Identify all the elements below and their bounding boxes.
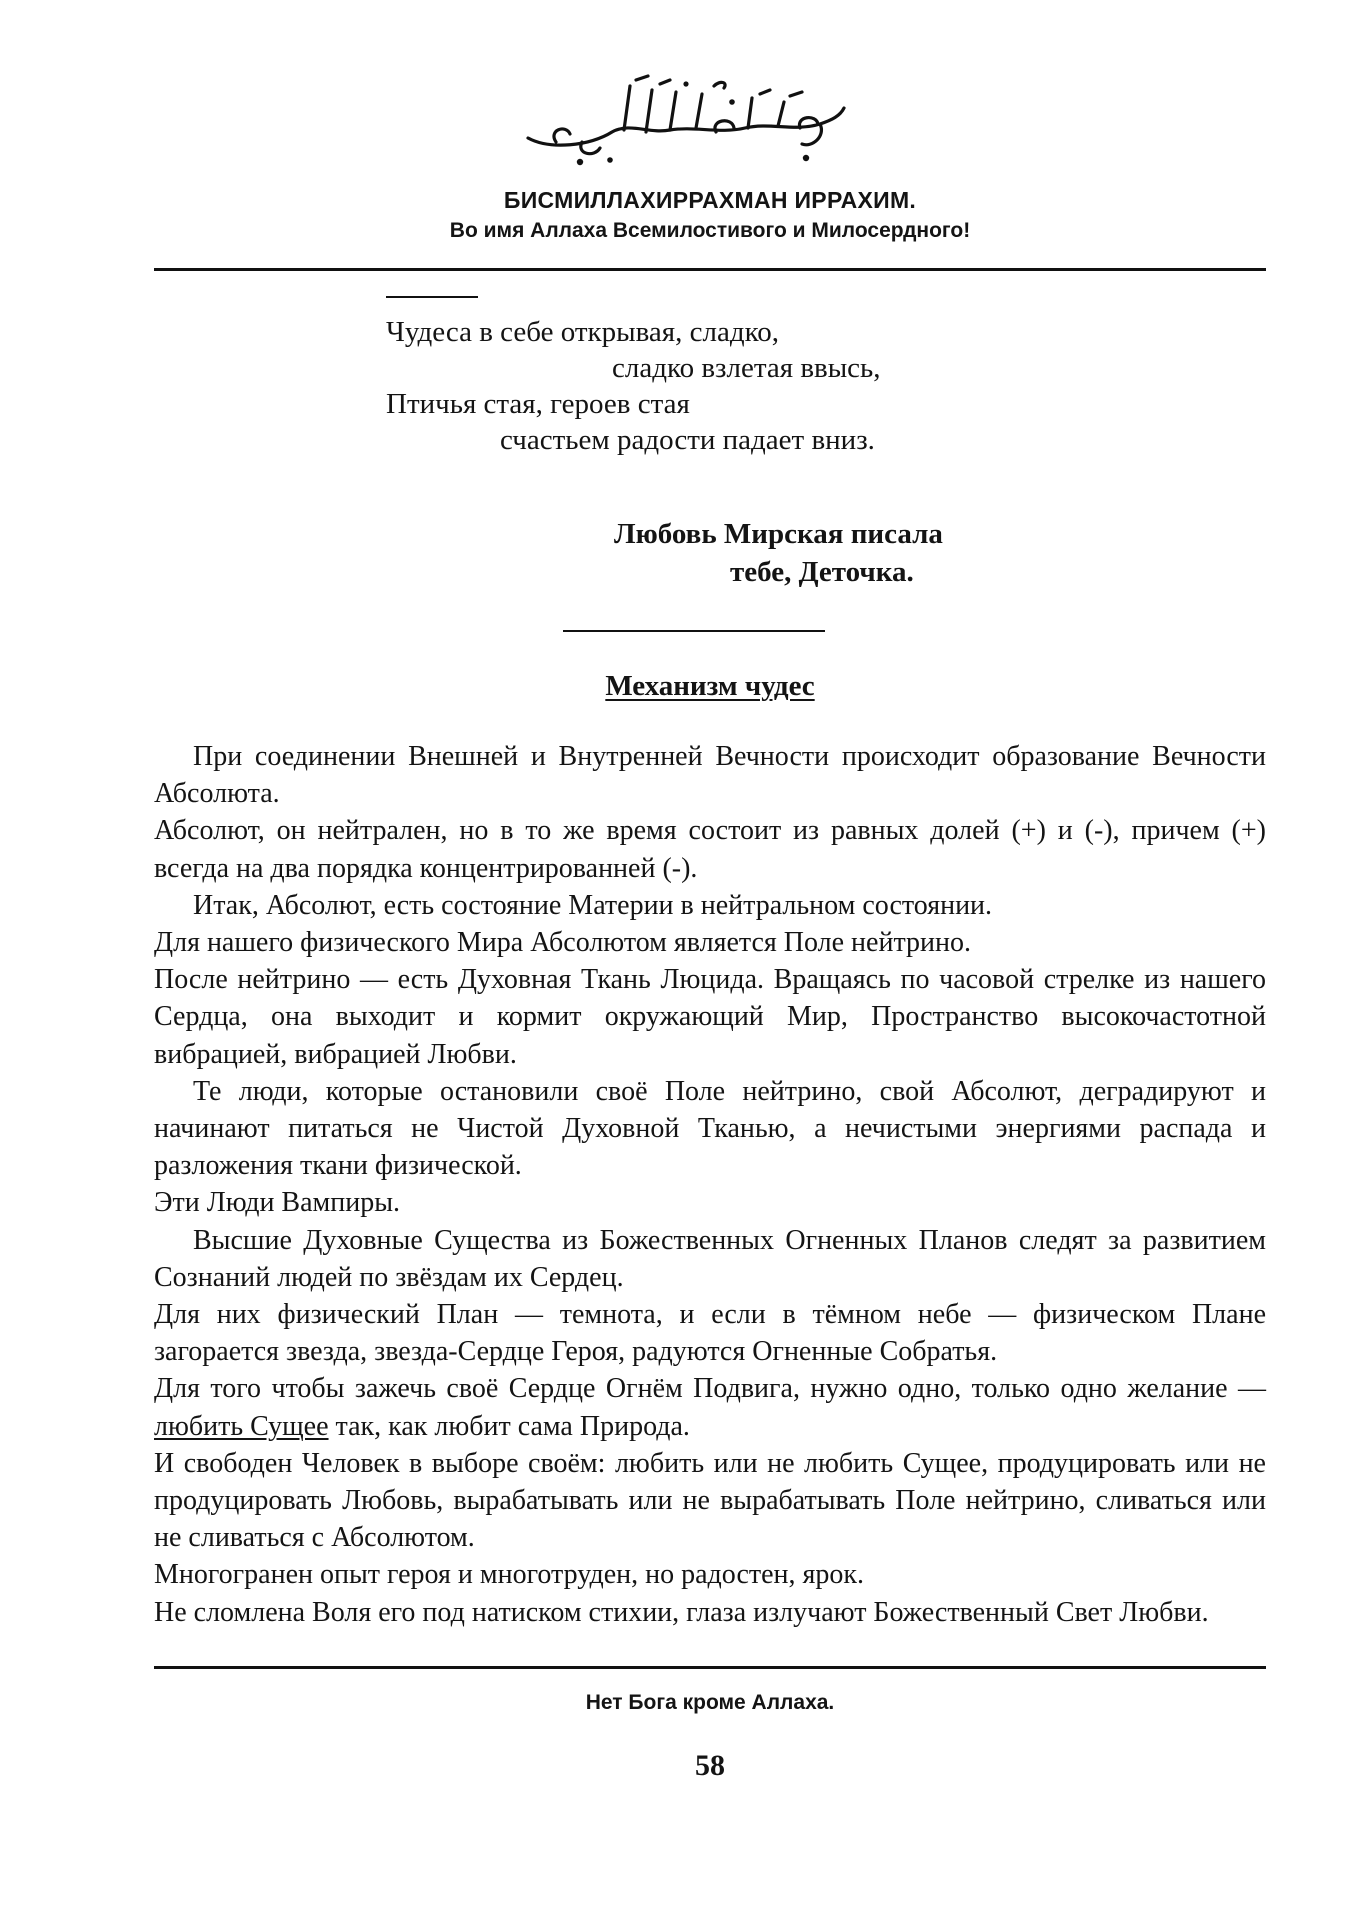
signature-line: Любовь Мирская писала [614, 518, 943, 550]
body-paragraph: Многогранен опыт героя и многотруден, но радостен, ярок. [154, 1559, 865, 1591]
verse-line: Птичья стая, героев стая [386, 388, 690, 420]
section-title-text: Механизм чудес [605, 670, 815, 702]
verse-line: Чудеса в себе открывая, сладко, [386, 316, 779, 348]
body-paragraph: Для них физический План — темнота, и если в тёмном небе — физическом Плане загорается звезда, звезда-Сердце Героя, радуются Огненные Собратья. [154, 1299, 1266, 1368]
header-subtitle: Во имя Аллаха Всемилостивого и Милосердного! [449, 219, 971, 242]
body-paragraph: Для нашего физического Мира Абсолютом является Поле нейтрино. [154, 927, 971, 959]
body-paragraph: При соединении Внешней и Внутренней Вечности происходит образование Вечности Абсолюта. [154, 741, 1266, 810]
body-paragraph [154, 1370, 1266, 1444]
bismillah-calligraphy-image [520, 72, 850, 172]
body-paragraph: Высшие Духовные Существа из Божественных Огненных Планов следят за развитием Сознаний людей по звёздам их Сердец. [154, 1224, 1266, 1293]
verse-line: сладко взлетая ввысь, [612, 352, 881, 384]
signature-line: тебе, Деточка. [730, 556, 914, 588]
body-paragraph: Те люди, которые остановили своё Поле нейтрино, свой Абсолют, деградируют и начинают питаться не Чистой Духовной Тканью, а нечистыми энергиями распада и разложения ткани физической. [154, 1075, 1266, 1182]
body-paragraph: Абсолют, он нейтрален, но в то же время состоит из равных долей (+) и (-), причем (+) всегда на два порядка концентрированней (-). [154, 815, 1266, 884]
paragraph-text: так, как любит сама Природа. [328, 1410, 690, 1442]
poem-verse [0, 314, 1360, 464]
page-number: 58 [695, 1749, 725, 1782]
section-divider [563, 630, 825, 632]
body-paragraph: И свободен Человек в выборе своём: любить или не любить Сущее, продуцировать или не продуцировать Любовь, вырабатывать или не вырабатывать Поле нейтрино, сливаться или не сливаться с Абсолютом. [154, 1447, 1266, 1554]
paragraph-text: Для того чтобы зажечь своё Сердце Огнём Подвига, нужно одно, только одно желание — [154, 1373, 1266, 1405]
header-title: БИСМИЛЛАХИРРАХМАН ИРРАХИМ. [503, 187, 917, 213]
body-paragraph: Итак, Абсолют, есть состояние Материи в нейтральном состоянии. [193, 889, 993, 921]
footer-divider [154, 1666, 1266, 1669]
footer-text: Нет Бога кроме Аллаха. [585, 1691, 835, 1714]
body-paragraph: Эти Люди Вампиры. [154, 1187, 401, 1219]
body-paragraph: После нейтрино — есть Духовная Ткань Люцида. Вращаясь по часовой стрелке из нашего Сердца, она выходит и кормит окружающий Мир, Пространство высокочастотной вибрацией, вибрацией Любви. [154, 964, 1266, 1070]
section-body [154, 738, 1266, 1631]
section-title [154, 668, 1266, 704]
verse-line: счастьем радости падает вниз. [500, 424, 875, 456]
underlined-phrase: любить Сущее [154, 1410, 329, 1442]
poem-signature [0, 515, 1360, 595]
calligraphy-drawing [520, 72, 850, 172]
poem-top-divider [386, 296, 478, 298]
header-divider [154, 268, 1266, 271]
body-paragraph: Не сломлена Воля его под натиском стихии, глаза излучают Божественный Свет Любви. [154, 1596, 1209, 1628]
